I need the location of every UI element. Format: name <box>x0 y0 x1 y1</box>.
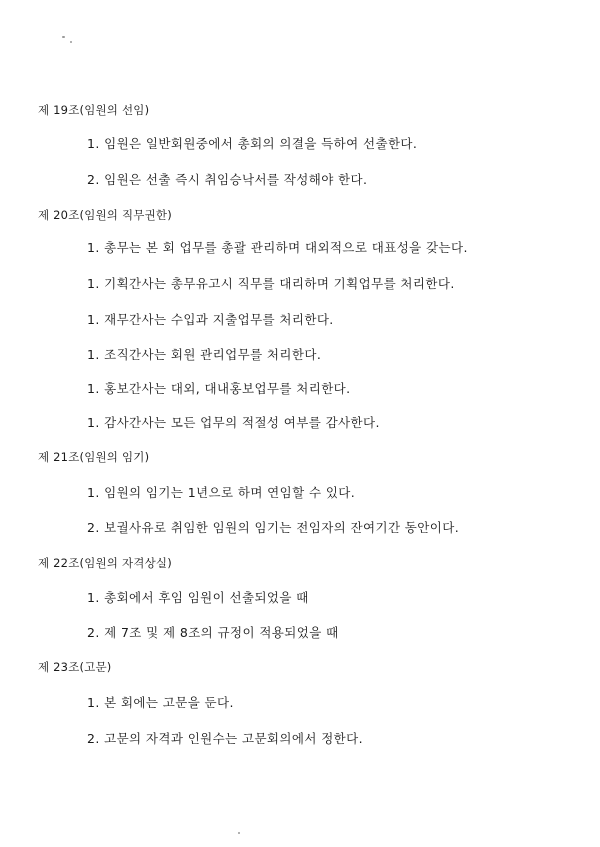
article-20-item-1: 1. 총무는 본 회 업무를 총괄 관리하며 대외적으로 대표성을 갖는다. <box>87 240 468 255</box>
article-20-item-3: 1. 재무간사는 수입과 지출업무를 처리한다. <box>87 312 334 327</box>
article-21-item-2: 2. 보궐사유로 취임한 임원의 임기는 전임자의 잔여기간 동안이다. <box>87 520 460 535</box>
article-23-item-2: 2. 고문의 자격과 인원수는 고문회의에서 정한다. <box>87 731 363 746</box>
scan-speck <box>238 832 240 834</box>
article-heading-22: 제 22조(임원의 자격상실) <box>38 556 172 570</box>
article-23-item-1: 1. 본 회에는 고문을 둔다. <box>87 695 234 710</box>
article-22-item-1: 1. 총회에서 후임 임원이 선출되었을 때 <box>87 590 309 605</box>
article-19-item-2: 2. 임원은 선출 즉시 취임승낙서를 작성해야 한다. <box>87 172 368 187</box>
article-20-item-4: 1. 조직간사는 회원 관리업무를 처리한다. <box>87 347 322 362</box>
article-heading-23: 제 23조(고문) <box>38 660 112 674</box>
scan-speck <box>62 36 65 38</box>
article-20-item-2: 1. 기획간사는 총무유고시 직무를 대리하며 기획업무를 처리한다. <box>87 276 455 291</box>
article-heading-21: 제 21조(임원의 임기) <box>38 450 150 464</box>
article-19-item-1: 1. 임원은 일반회원중에서 총회의 의결을 득하여 선출한다. <box>87 136 418 151</box>
scan-speck <box>70 41 72 43</box>
article-22-item-2: 2. 제 7조 및 제 8조의 규정이 적용되었을 때 <box>87 625 339 640</box>
article-20-item-6: 1. 감사간사는 모든 업무의 적절성 여부를 감사한다. <box>87 415 380 430</box>
article-21-item-1: 1. 임원의 임기는 1년으로 하며 연임할 수 있다. <box>87 485 356 500</box>
article-20-item-5: 1. 홍보간사는 대외, 대내홍보업무를 처리한다. <box>87 381 351 396</box>
article-heading-19: 제 19조(임원의 선임) <box>38 103 150 117</box>
article-heading-20: 제 20조(임원의 직무권한) <box>38 208 172 222</box>
